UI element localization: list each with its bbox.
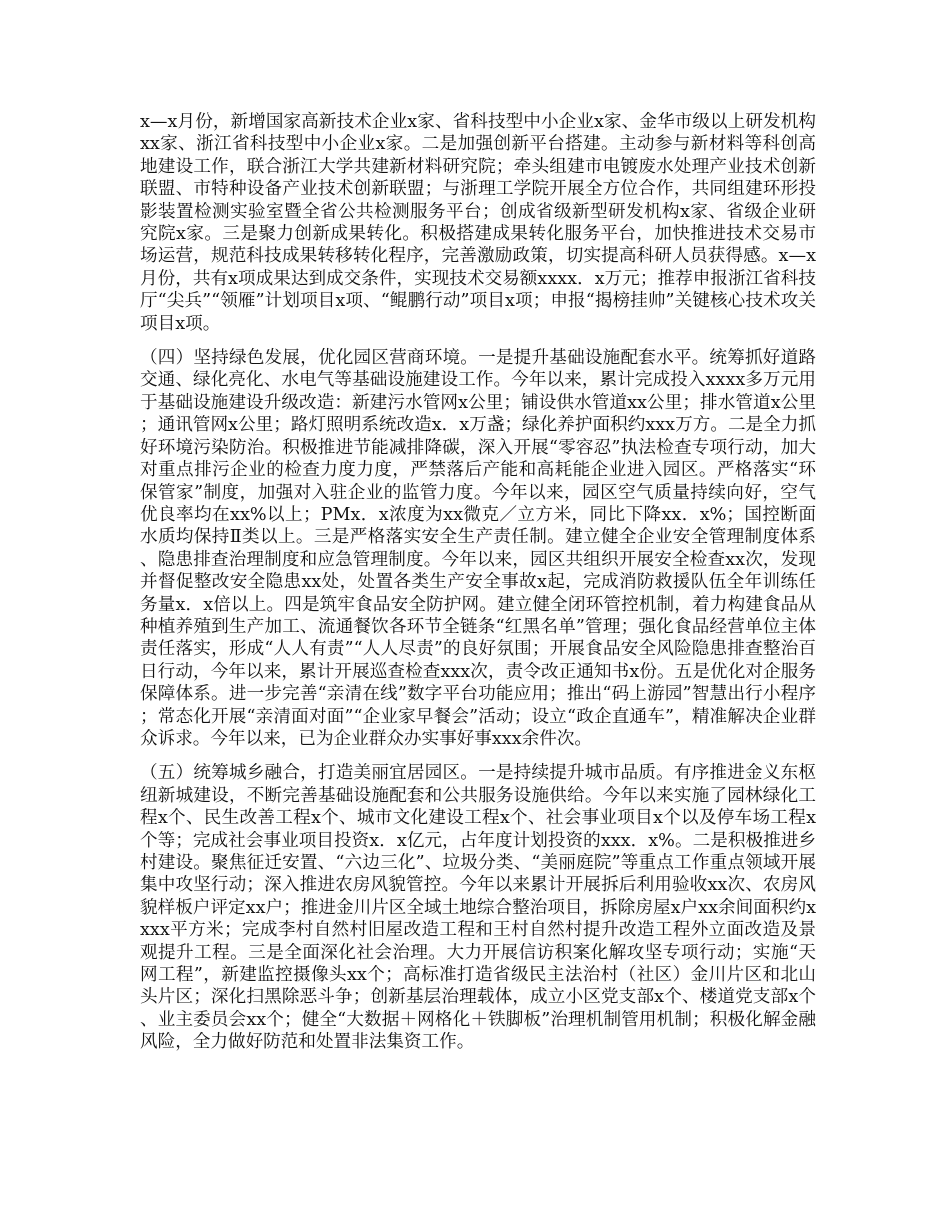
document-body [140, 111, 816, 1066]
paragraph-intro: x—x月份，新增国家高新技术企业x家、省科技型中小企业x家、金华市级以上研发机构xx家、浙江省科技型中小企业x家。二是加强创新平台搭建。主动参与新材料等科创高地建设工作，联合浙江大学共建新材料研究院；牵头组建市电镀废水处理产业技术创新联盟、市特种设备产业技术创新联盟；与浙理工学院开展全方位合作，共同组建环形投影装置检测实验室暨全省公共检测服务平台；创成省级新型研发机构x家、省级企业研究院x家。三是聚力创新成果转化。积极搭建成果转化服务平台，加快推进技术交易市场运营，规范科技成果转移转化程序，完善激励政策，切实提高科研人员获得感。x—x月份，共有x项成果达到成交条件，实现技术交易额xxxx．x万元；推荐申报浙江省科技厅“尖兵”“领雁”计划项目x项、“鲲鹏行动”项目x项；申报“揭榜挂帅”关键核心技术攻关项目x项。 [140, 112, 816, 334]
paragraph-section-five: （五）统筹城乡融合，打造美丽宜居园区。一是持续提升城市品质。有序推进金义东枢纽新城建设，不断完善基础设施配套和公共服务设施供给。今年以来实施了园林绿化工程x个、民生改善工程x个、城市文化建设工程x个、社会事业项目x个以及停车场工程x个等；完成社会事业项目投资x．x亿元，占年度计划投资的xxx．x%。二是积极推进乡村建设。聚焦征迁安置、“六边三化”、垃圾分类、“美丽庭院”等重点工作重点领域开展集中攻坚行动；深入推进农房风貌管控。今年以来累计开展拆后利用验收xx次、农房风貌样板户评定xx户；推进金川片区全域土地综合整治项目，拆除房屋x户xx余间面积约xxxx平方米；完成李村自然村旧屋改造工程和王村自然村提升改造工程外立面改造及景观提升工程。三是全面深化社会治理。大力开展信访积案化解攻坚专项行动；实施“天网工程”，新建监控摄像头xx个；高标准打造省级民主法治村（社区）金川片区和北山头片区；深化扫黑除恶斗争；创新基层治理载体，成立小区党支部x个、楼道党支部x个、业主委员会xx个；健全“大数据＋网格化＋铁脚板”治理机制管用机制；积极化解金融风险，全力做好防范和处置非法集资工作。 [140, 763, 816, 1053]
paragraph-section-four: （四）坚持绿色发展，优化园区营商环境。一是提升基础设施配套水平。统筹抓好道路交通、绿化亮化、水电气等基础设施建设工作。今年以来，累计完成投入xxxx多万元用于基础设施建设升级改造：新建污水管网x公里；铺设供水管道xx公里；排水管道x公里；通讯管网x公里；路灯照明系统改造x．x万盏；绿化养护面积约xxx万方。二是全力抓好环境污染防治。积极推进节能减排降碳，深入开展“零容忍”执法检查专项行动，加大对重点排污企业的检查力度力度，严禁落后产能和高耗能企业进入园区。严格落实“环保管家”制度，加强对入驻企业的监管力度。今年以来，园区空气质量持续向好，空气优良率均在xx%以上；PMx．x浓度为xx微克／立方米，同比下降xx．x%；国控断面水质均保持Ⅱ类以上。三是严格落实安全生产责任制。建立健全企业安全管理制度体系、隐患排查治理制度和应急管理制度。今年以来，园区共组织开展安全检查xx次，发现并督促整改安全隐患xx处，处置各类生产安全事故x起，完成消防救援队伍全年训练任务量x．x倍以上。四是筑牢食品安全防护网。建立健全闭环管控机制，着力构建食品从种植养殖到生产加工、流通餐饮各环节全链条“红黑名单”管理；强化食品经营单位主体责任落实，形成“人人有责”“人人尽责”的良好氛围；开展食品安全风险隐患排查整治百日行动，今年以来，累计开展巡查检查xxx次，责令改正通知书x份。五是优化对企服务保障体系。进一步完善“亲清在线”数字平台功能应用；推出“码上游园”智慧出行小程序；常态化开展“亲清面对面”“企业家早餐会”活动；设立“政企直通车”，精准解决企业群众诉求。今年以来，已为企业群众办实事好事xxx余件次。 [140, 348, 816, 749]
